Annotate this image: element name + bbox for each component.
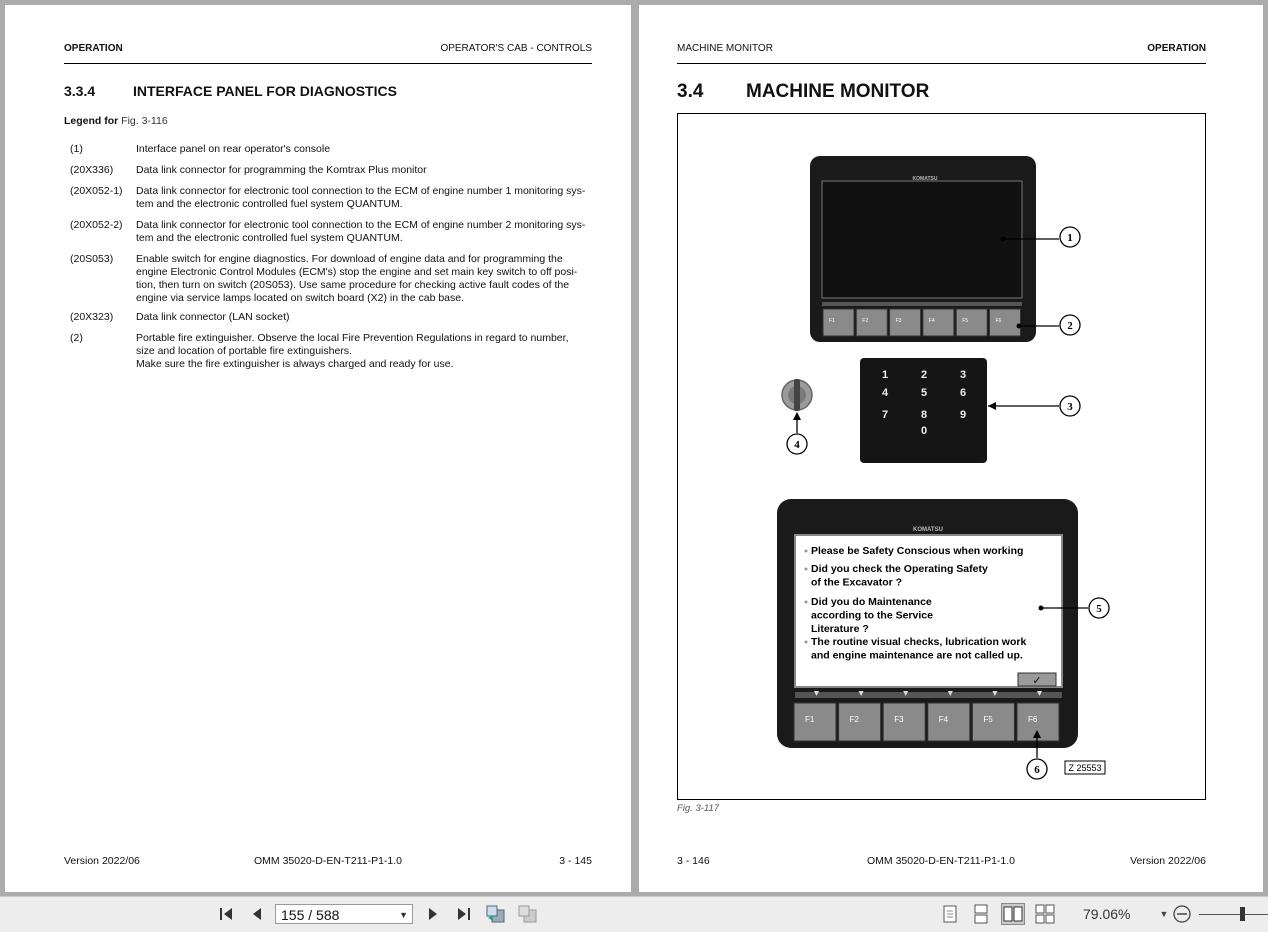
- monitor-top-screen: [822, 181, 1022, 298]
- zoom-out-button[interactable]: [1170, 903, 1194, 925]
- legend-item-line: engine Electronic Control Modules (ECM's) stop the engine and set main key switch to off posi-: [136, 266, 578, 278]
- footer-right: Version 2022/06: [1130, 855, 1206, 867]
- legend-item-line: Data link connector for electronic tool connection to the ECM of engine number 2 monitoring sys-: [136, 219, 586, 231]
- legend-item-line: tion, then turn on switch (20S053). Use same procedure for checking active fault codes of the: [136, 279, 570, 291]
- callout-dot: [1001, 237, 1006, 242]
- legend-item-line: Make sure the fire extinguisher is always charged and ready for use.: [136, 358, 454, 370]
- header-left: MACHINE MONITOR: [677, 43, 773, 54]
- section-title: MACHINE MONITOR: [746, 81, 930, 102]
- continuous-facing-icon: [1034, 904, 1056, 924]
- facing-pages-icon: [1003, 905, 1023, 923]
- next-view-icon: [517, 904, 539, 924]
- legend-item-line: Data link connector for electronic tool connection to the ECM of engine number 1 monitoring sys-: [136, 185, 586, 197]
- keypad-digit: 1: [881, 369, 889, 381]
- first-page-icon: [218, 906, 236, 922]
- softkey-top: [956, 309, 987, 336]
- keypad-digit: 5: [920, 387, 928, 399]
- softkey-bottom-label: F2: [849, 715, 859, 724]
- continuous-facing-view-button[interactable]: [1033, 903, 1057, 925]
- header-right: OPERATOR'S CAB - CONTROLS: [440, 43, 592, 54]
- softkey-top: [923, 309, 954, 336]
- legend-item-code: (20S053): [70, 253, 114, 265]
- screen-message-line: according to the Service: [811, 609, 933, 622]
- continuous-view-button[interactable]: [969, 903, 993, 925]
- callout-dot: [1039, 606, 1044, 611]
- legend-item-description: [136, 185, 596, 211]
- legend-item-code: (2): [70, 332, 83, 344]
- section-title: INTERFACE PANEL FOR DIAGNOSTICS: [133, 83, 397, 99]
- softkey-top-label: F4: [928, 318, 935, 324]
- header-rule: [64, 63, 592, 64]
- softkey-strip-top: [822, 302, 1022, 306]
- softkey-top-label: F5: [962, 318, 969, 324]
- softkey-top-label: F1: [829, 318, 835, 324]
- viewer-toolbar: [0, 896, 1268, 932]
- figure-code: Z 25553: [1068, 763, 1102, 773]
- keypad-digit: 8: [920, 409, 928, 421]
- callout-dot: [1017, 324, 1022, 329]
- screen-bullet: [805, 568, 808, 571]
- last-page-button[interactable]: [451, 903, 475, 925]
- header-left: OPERATION: [64, 43, 123, 54]
- screen-bullet: [805, 641, 808, 644]
- softkey-bottom: [883, 703, 925, 741]
- previous-view-icon: [485, 904, 507, 924]
- brand-top: KOMATSU: [912, 176, 938, 182]
- callout-arrow: [793, 412, 801, 420]
- keypad-digit: 6: [959, 387, 967, 399]
- softkey-top: [856, 309, 887, 336]
- section-number: 3.3.4: [64, 83, 96, 99]
- screen-message-line: and engine maintenance are not called up.: [811, 649, 1023, 662]
- callout-number: 5: [1096, 603, 1102, 615]
- softkey-top: [890, 309, 921, 336]
- callout-number: 6: [1034, 764, 1040, 776]
- legend-item-code: (20X323): [70, 311, 114, 323]
- legend-item-line: Portable fire extinguisher. Observe the local Fire Prevention Regulations in regard to number,: [136, 332, 569, 344]
- legend-item-description: [136, 219, 596, 245]
- keypad-digit: 2: [920, 369, 928, 381]
- callout-number: 1: [1067, 232, 1073, 244]
- softkey-top: [823, 309, 854, 336]
- footer-center: OMM 35020-D-EN-T211-P1-1.0: [254, 855, 403, 867]
- section-number: 3.4: [677, 81, 704, 102]
- legend-fig-link[interactable]: Fig. 3-116: [121, 115, 168, 127]
- softkey-bottom-label: F6: [1028, 715, 1038, 724]
- page-number-input[interactable]: [275, 904, 413, 924]
- legend-item-line: Enable switch for engine diagnostics. For download of engine data and for programming the: [136, 253, 563, 265]
- chevron-down-icon[interactable]: ▼: [399, 910, 408, 920]
- keypad-digit: 4: [881, 387, 889, 399]
- single-page-view-button[interactable]: [938, 903, 962, 925]
- monitor-top: [810, 156, 1036, 342]
- continuous-page-icon: [973, 904, 989, 924]
- softkey-top: [990, 309, 1021, 336]
- previous-page-button[interactable]: [245, 903, 269, 925]
- previous-page-icon: [250, 906, 264, 922]
- callout-arrow: [988, 402, 996, 410]
- screen-message-line: Please be Safety Conscious when working: [811, 545, 1024, 557]
- legend-label: Legend for: [64, 115, 119, 127]
- legend-item-line: size and location of portable fire extinguishers.: [136, 345, 352, 357]
- left-page: [5, 5, 631, 892]
- go-back-view-button[interactable]: [484, 903, 508, 925]
- screen-message-line: The routine visual checks, lubrication work: [811, 636, 1027, 648]
- softkey-bottom-label: F3: [894, 715, 904, 724]
- screen-message-line: Did you check the Operating Safety: [811, 563, 988, 575]
- softkey-top-label: F2: [862, 318, 869, 324]
- screen-message-line: Literature ?: [811, 623, 869, 635]
- callout-number: 4: [794, 439, 800, 451]
- keypad-digit: 0: [920, 425, 928, 437]
- legend-item-code: (20X052-2): [70, 219, 123, 231]
- figure-caption: Fig. 3-117: [677, 803, 720, 814]
- footer-left: Version 2022/06: [64, 855, 140, 867]
- keypad-digit: 9: [959, 409, 967, 421]
- facing-view-button[interactable]: [1001, 903, 1025, 925]
- callout-number: 2: [1067, 320, 1073, 332]
- next-page-icon: [426, 906, 440, 922]
- softkey-bottom-label: F5: [983, 715, 993, 724]
- legend-item-code: (1): [70, 143, 83, 155]
- legend-item-description: [136, 311, 596, 324]
- legend-item-line: tem and the electronic controlled fuel system QUANTUM.: [136, 232, 403, 244]
- legend-item-line: Data link connector (LAN socket): [136, 311, 290, 323]
- legend-item-code: (20X336): [70, 164, 114, 176]
- page-indicator: 155 / 588: [281, 907, 340, 923]
- legend-item-line: Data link connector for programming the Komtrax Plus monitor: [136, 164, 427, 176]
- machine-monitor-figure: [678, 114, 1205, 799]
- softkey-bottom: [794, 703, 836, 741]
- right-page: [639, 5, 1263, 892]
- softkey-bottom-label: F4: [938, 715, 949, 724]
- keypad-digit: 7: [881, 409, 889, 421]
- screen-message-line: of the Excavator ?: [811, 576, 903, 589]
- last-page-icon: [454, 906, 472, 922]
- brand-bottom: KOMATSU: [913, 527, 943, 533]
- figure-frame: [677, 113, 1206, 800]
- keypad-digit: 3: [959, 369, 967, 381]
- header-rule: [677, 63, 1206, 64]
- legend-item-description: [136, 332, 596, 371]
- legend-item-line: Interface panel on rear operator's console: [136, 143, 331, 155]
- go-forward-view-button[interactable]: [516, 903, 540, 925]
- callout-number: 3: [1067, 401, 1073, 413]
- check-icon: ✓: [1032, 674, 1042, 687]
- legend-item-line: tem and the electronic controlled fuel system QUANTUM.: [136, 198, 403, 210]
- zoom-out-icon: [1172, 904, 1192, 924]
- legend-heading: [64, 115, 168, 127]
- zoom-slider-handle[interactable]: [1240, 907, 1245, 921]
- header-right: OPERATION: [1147, 43, 1206, 54]
- softkey-bottom: [839, 703, 881, 741]
- key-switch-slot: [794, 379, 800, 411]
- next-page-button[interactable]: [421, 903, 445, 925]
- zoom-level[interactable]: 79.06%: [1083, 906, 1131, 922]
- softkey-top-label: F3: [895, 318, 902, 324]
- legend-item-description: [136, 164, 596, 177]
- footer-center: OMM 35020-D-EN-T211-P1-1.0: [867, 855, 1016, 867]
- footer-page-number: 3 - 145: [559, 855, 592, 867]
- softkey-strip-bottom: [795, 692, 1062, 698]
- softkey-bottom: [972, 703, 1014, 741]
- zoom-dropdown-chevron-down-icon[interactable]: ▼: [1159, 909, 1169, 919]
- single-page-icon: [942, 904, 958, 924]
- softkey-bottom-label: F1: [805, 715, 815, 724]
- softkey-top-label: F6: [995, 318, 1002, 324]
- keypad: [860, 358, 987, 463]
- legend-item-description: [136, 143, 596, 156]
- legend-item-line: engine via service lamps located on switch board (X2) in the cab base.: [136, 292, 465, 304]
- legend-item-description: [136, 253, 596, 305]
- screen-message-line: Did you do Maintenance: [811, 596, 932, 608]
- footer-page-number: 3 - 146: [677, 855, 710, 867]
- zoom-slider-track[interactable]: [1199, 914, 1268, 915]
- legend-item-code: (20X052-1): [70, 185, 123, 197]
- screen-bullet: [805, 550, 808, 553]
- screen-bullet: [805, 601, 808, 604]
- monitor-bottom: [777, 499, 1078, 748]
- key-switch: [782, 379, 812, 411]
- first-page-button[interactable]: [215, 903, 239, 925]
- softkey-bottom: [928, 703, 970, 741]
